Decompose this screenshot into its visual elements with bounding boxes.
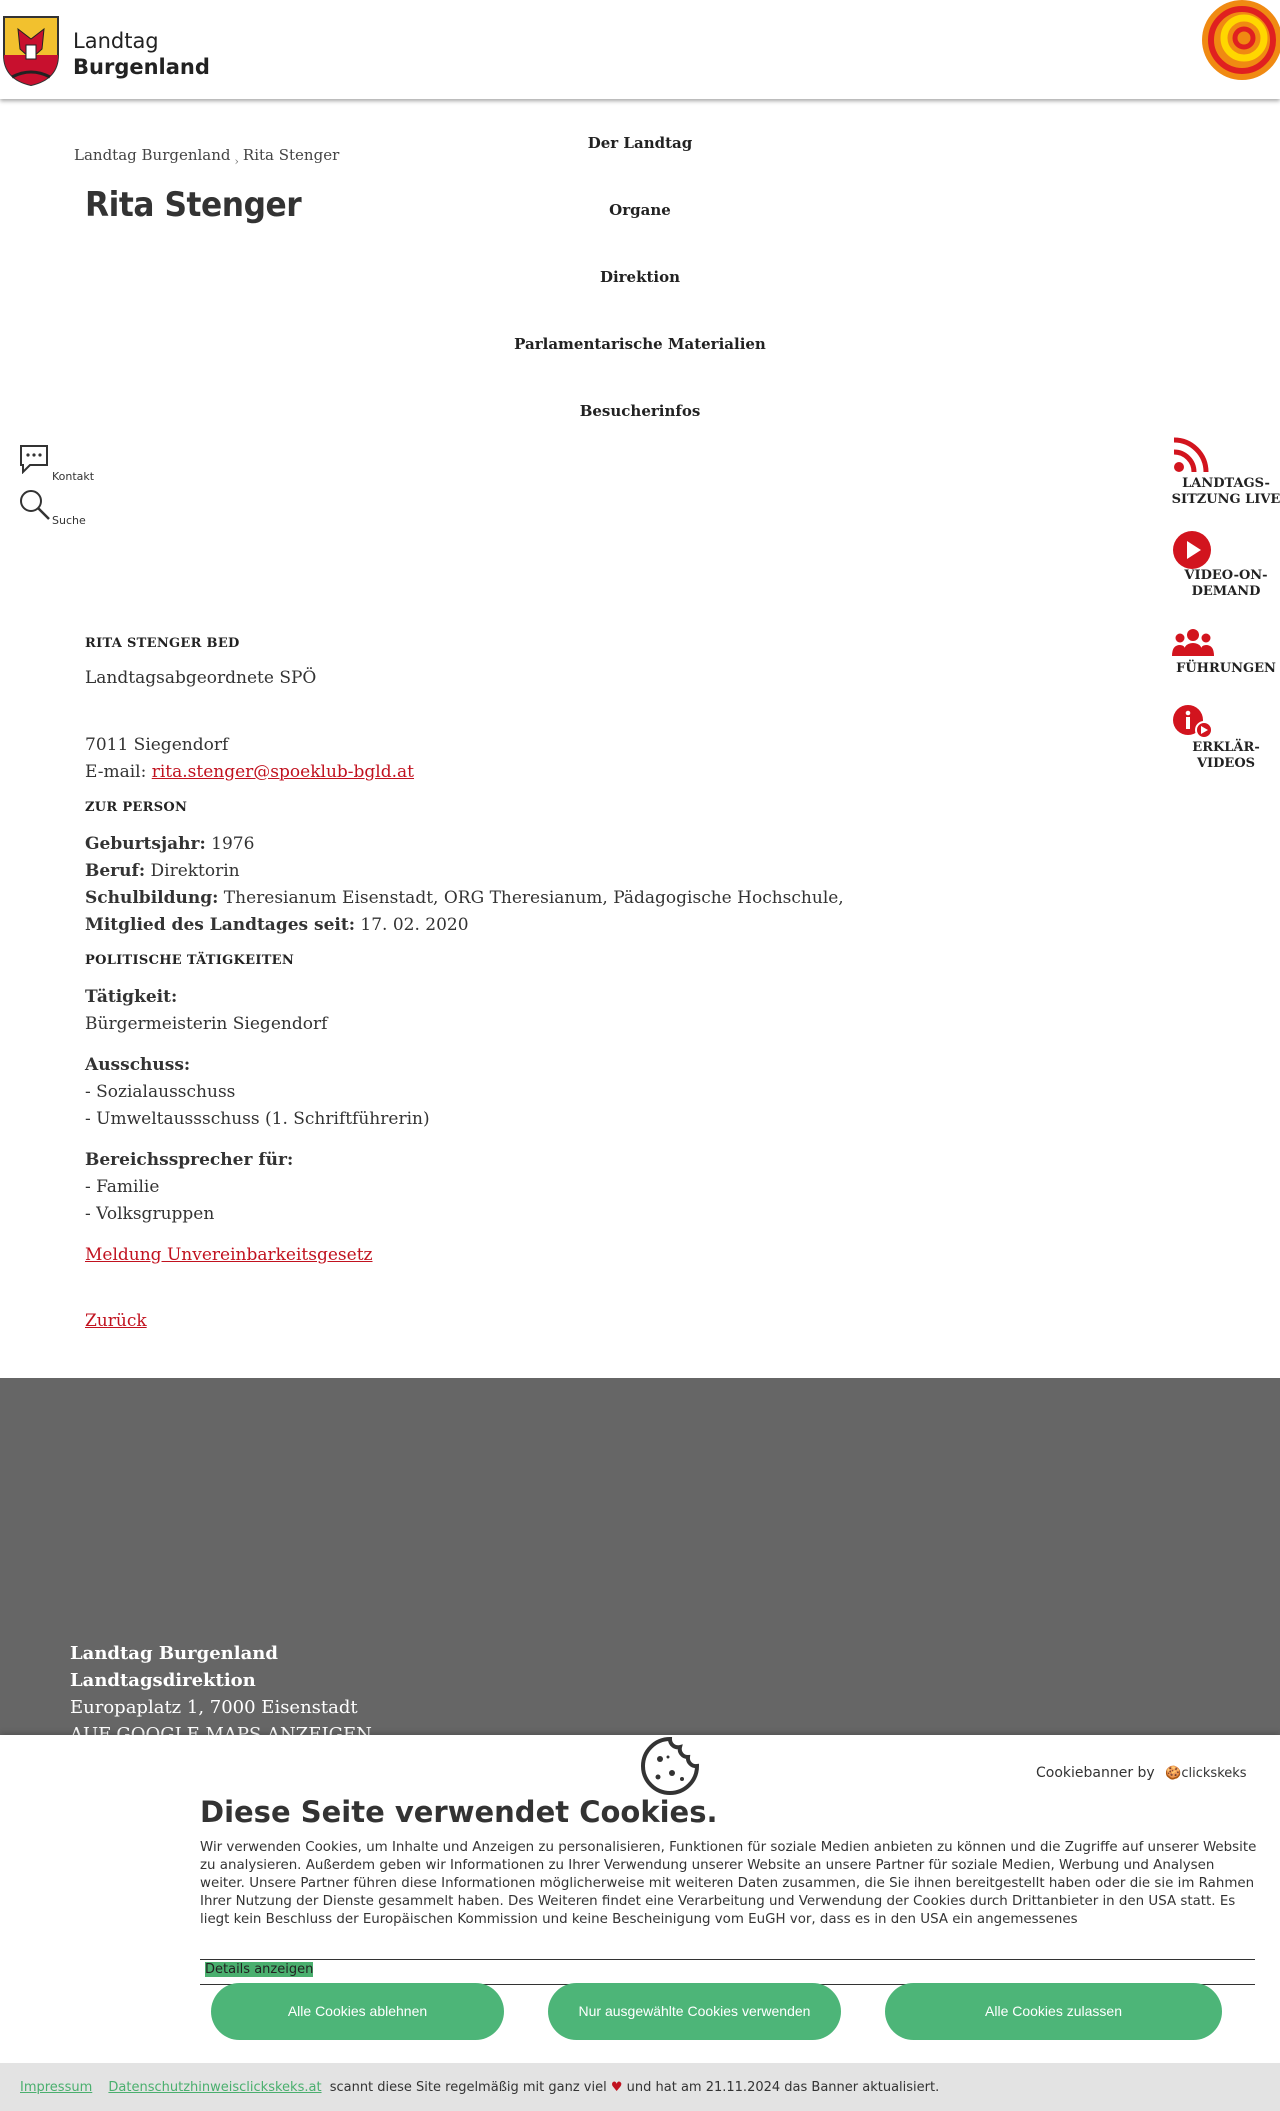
widget-video-on-demand-label: VIDEO-ON-DEMAND xyxy=(1184,568,1268,599)
heart-icon: ♥ xyxy=(610,2080,623,2095)
school-label: Schulbildung: xyxy=(85,888,219,908)
job-label: Beruf: xyxy=(85,861,146,881)
school-row xyxy=(85,885,985,912)
email-link[interactable]: rita.stenger@spoeklub-bgld.at xyxy=(151,762,414,782)
contact-button[interactable] xyxy=(18,444,95,483)
committee-item: - Umweltaussschuss (1. Schriftführerin) xyxy=(85,1109,430,1129)
nav-item-direktion[interactable]: Direktion xyxy=(599,268,681,286)
accept-all-cookies-button[interactable]: Alle Cookies zulassen xyxy=(885,1983,1222,2040)
birth-value: 1976 xyxy=(211,834,255,854)
committee-label: Ausschuss: xyxy=(85,1055,191,1075)
cookie-details-row xyxy=(200,1959,1255,1985)
spokes-item: - Familie xyxy=(85,1177,160,1197)
cookie-icon xyxy=(638,1735,702,1795)
footer-line2: Landtagsdirektion xyxy=(70,1670,256,1691)
job-value: Direktorin xyxy=(150,861,240,881)
site-header xyxy=(0,0,1280,99)
widget-erklaervideos[interactable] xyxy=(1170,704,1280,776)
spokes-item: - Volksgruppen xyxy=(85,1204,215,1224)
email-label: E-mail: xyxy=(85,762,147,782)
datenschutz-link[interactable]: Datenschutzhinweis xyxy=(108,2080,240,2095)
widget-livestream[interactable] xyxy=(1170,436,1280,510)
breadcrumb-item-home[interactable]: Landtag Burgenland xyxy=(74,146,231,164)
site-brand[interactable] xyxy=(73,28,210,80)
footer-line3: Europaplatz 1, 7000 Eisenstadt xyxy=(70,1697,358,1718)
activity-value: Bürgermeisterin Siegendorf xyxy=(85,1014,328,1034)
person-city: 7011 Siegendorf xyxy=(85,735,229,755)
accept-selected-cookies-button[interactable]: Nur ausgewählte Cookies verwenden xyxy=(548,1983,841,2040)
widget-fuehrungen[interactable] xyxy=(1170,628,1280,678)
widget-video-on-demand[interactable] xyxy=(1170,530,1280,604)
cookie-body-text: Wir verwenden Cookies, um Inhalte und Anzeigen zu personalisieren, Funktionen für soziale Medien anbieten zu können und die Zugriffe auf unserer Website zu analysieren. Außerdem geben wir Informationen zu Ihrer Verwendung unserer Website an unsere Partner für soziale Medien, Werbung und Analysen weiter. Unsere Partner führen diese Informationen möglicherweise mit weiteren Daten zusammen, die Sie ihnen bereitgestellt haben oder die sie im Rahmen Ihrer Nutzung der Dienste gesammelt haben. Des Weiteren findet eine Verarbeitung und Verwendung der Cookies durch Drittanbieter in den USA statt. Es liegt kein Beschluss der Europäischen Kommission und keine Bescheinigung vom EuGH vor, dass es in den USA ein angemessenes xyxy=(200,1840,1257,1927)
details-link[interactable]: Details anzeigen xyxy=(205,1962,314,1977)
clickskeks-logo-icon: 🍪 xyxy=(1165,1766,1182,1781)
chat-bubble-icon xyxy=(18,444,50,474)
back-link[interactable]: Zurück xyxy=(85,1311,147,1331)
group-icon xyxy=(1172,628,1214,658)
search-icon xyxy=(18,488,52,522)
person-content xyxy=(85,630,985,1335)
spokes-label: Bereichssprecher für: xyxy=(85,1150,294,1170)
activity-label: Tätigkeit: xyxy=(85,987,178,1007)
cookie-title: Diese Seite verwendet Cookies. xyxy=(200,1795,718,1829)
info-video-icon xyxy=(1172,704,1216,744)
cookiebanner-by-label: Cookiebanner by xyxy=(1036,1765,1155,1781)
member-value: 17. 02. 2020 xyxy=(360,915,469,935)
clickskeks-brand: clickskeks xyxy=(1181,1766,1247,1781)
orange-sun-logo-icon[interactable] xyxy=(1198,0,1280,82)
cookie-bottom-bar xyxy=(0,2063,1280,2111)
birth-label: Geburtsjahr: xyxy=(85,834,206,854)
job-row xyxy=(85,858,985,885)
person-heading: RITA STENGER BED xyxy=(85,636,240,651)
person-role: Landtagsabgeordnete SPÖ xyxy=(85,668,317,688)
brand-line1: Landtag xyxy=(73,29,159,53)
search-button[interactable] xyxy=(18,488,86,527)
nav-item-besucherinfos[interactable]: Besucherinfos xyxy=(579,402,701,420)
burgenland-coat-of-arms-icon[interactable] xyxy=(2,15,60,87)
search-label: Suche xyxy=(52,514,86,527)
widget-erklaervideos-label: ERKLÄR-VIDEOS xyxy=(1192,740,1260,771)
member-label: Mitglied des Landtages seit: xyxy=(85,915,355,935)
rss-icon xyxy=(1172,436,1210,474)
cookie-banner xyxy=(0,1735,1280,2065)
nav-item-organe[interactable]: Organe xyxy=(609,201,671,219)
footer-address xyxy=(70,1640,372,1748)
breadcrumb-separator: › xyxy=(234,155,239,168)
contact-label: Kontakt xyxy=(52,470,95,483)
school-value: Theresianum Eisenstadt, ORG Theresianum, Pädagogische Hochschule, xyxy=(223,888,844,908)
page-title: Rita Stenger xyxy=(85,185,302,225)
brand-line2: Burgenland xyxy=(73,55,210,79)
widget-livestream-label: LANDTAGS-SITZUNG LIVE xyxy=(1171,476,1280,507)
nav-item-parlamentarische-materialien[interactable]: Parlamentarische Materialien xyxy=(514,335,766,353)
committee-item: - Sozialausschuss xyxy=(85,1082,236,1102)
politics-heading: POLITISCHE TÄTIGKEITEN xyxy=(85,953,295,968)
breadcrumb xyxy=(74,146,340,168)
widget-fuehrungen-label: FÜHRUNGEN xyxy=(1176,661,1276,676)
breadcrumb-item-current: Rita Stenger xyxy=(242,146,340,164)
incompatibility-link[interactable]: Meldung Unvereinbarkeitsgesetz xyxy=(85,1245,373,1265)
bottom-bar-text1: scannt diese Site regelmäßig mit ganz viel xyxy=(329,2080,607,2095)
impressum-link[interactable]: Impressum xyxy=(20,2080,93,2095)
cookiebanner-credit[interactable] xyxy=(1036,1765,1247,1781)
reject-all-cookies-button[interactable]: Alle Cookies ablehnen xyxy=(211,1983,504,2040)
bottom-bar-text2: und hat am 21.11.2024 das Banner aktualisiert. xyxy=(626,2080,940,2095)
person-email-row xyxy=(85,759,985,786)
birth-row xyxy=(85,831,985,858)
clickskeks-link[interactable]: clickskeks.at xyxy=(239,2080,322,2095)
member-row xyxy=(85,912,985,939)
footer-line1: Landtag Burgenland xyxy=(70,1643,278,1664)
about-heading: ZUR PERSON xyxy=(85,800,188,815)
nav-item-der-landtag[interactable]: Der Landtag xyxy=(587,134,693,152)
play-icon xyxy=(1172,530,1212,570)
